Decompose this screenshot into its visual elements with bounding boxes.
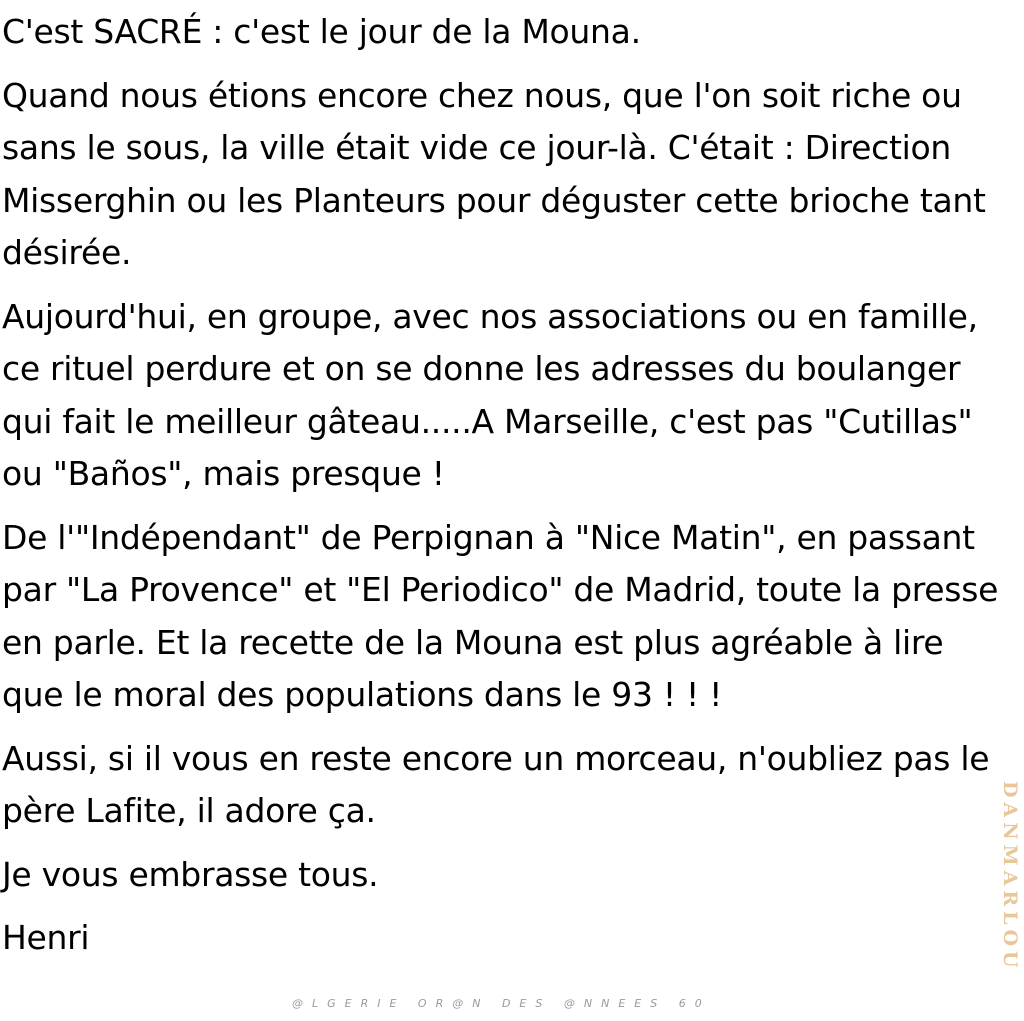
- footer-watermark: @LGERIE OR@N DES @NNEES 60: [292, 997, 711, 1010]
- paragraph-closing: Je vous embrasse tous.: [2, 854, 379, 894]
- letter-body: [2, 6, 1002, 976]
- vertical-watermark: DANMARLOU: [999, 781, 1021, 973]
- paragraph-lafite: Aussi, si il vous en reste encore un morceau, n'oubliez pas le père Lafite, il adore ça.: [2, 738, 990, 830]
- paragraph-press: De l'"Indépendant" de Perpignan à "Nice Matin", en passant par "La Provence" et "El Periodico" de Madrid, toute la presse en parle. Et la recette de la Mouna est plus agréable à lire que le moral des populations dans le 93 ! ! !: [2, 517, 999, 714]
- paragraph-greeting: C'est SACRÉ : c'est le jour de la Mouna.: [2, 12, 641, 51]
- paragraph-today: Aujourd'hui, en groupe, avec nos associations ou en famille, ce rituel perdure et on se donne les adresses du boulanger qui fait le meilleur gâteau.....A Marseille, c'est pas "Cutillas" ou "Baños", mais presque !: [2, 296, 978, 493]
- signature: Henri: [2, 918, 90, 957]
- paragraph-memories: Quand nous étions encore chez nous, que l'on soit riche ou sans le sous, la ville était vide ce jour-là. C'était : Direction Misserghin ou les Planteurs pour déguster cette brioche tant désirée.: [2, 75, 986, 272]
